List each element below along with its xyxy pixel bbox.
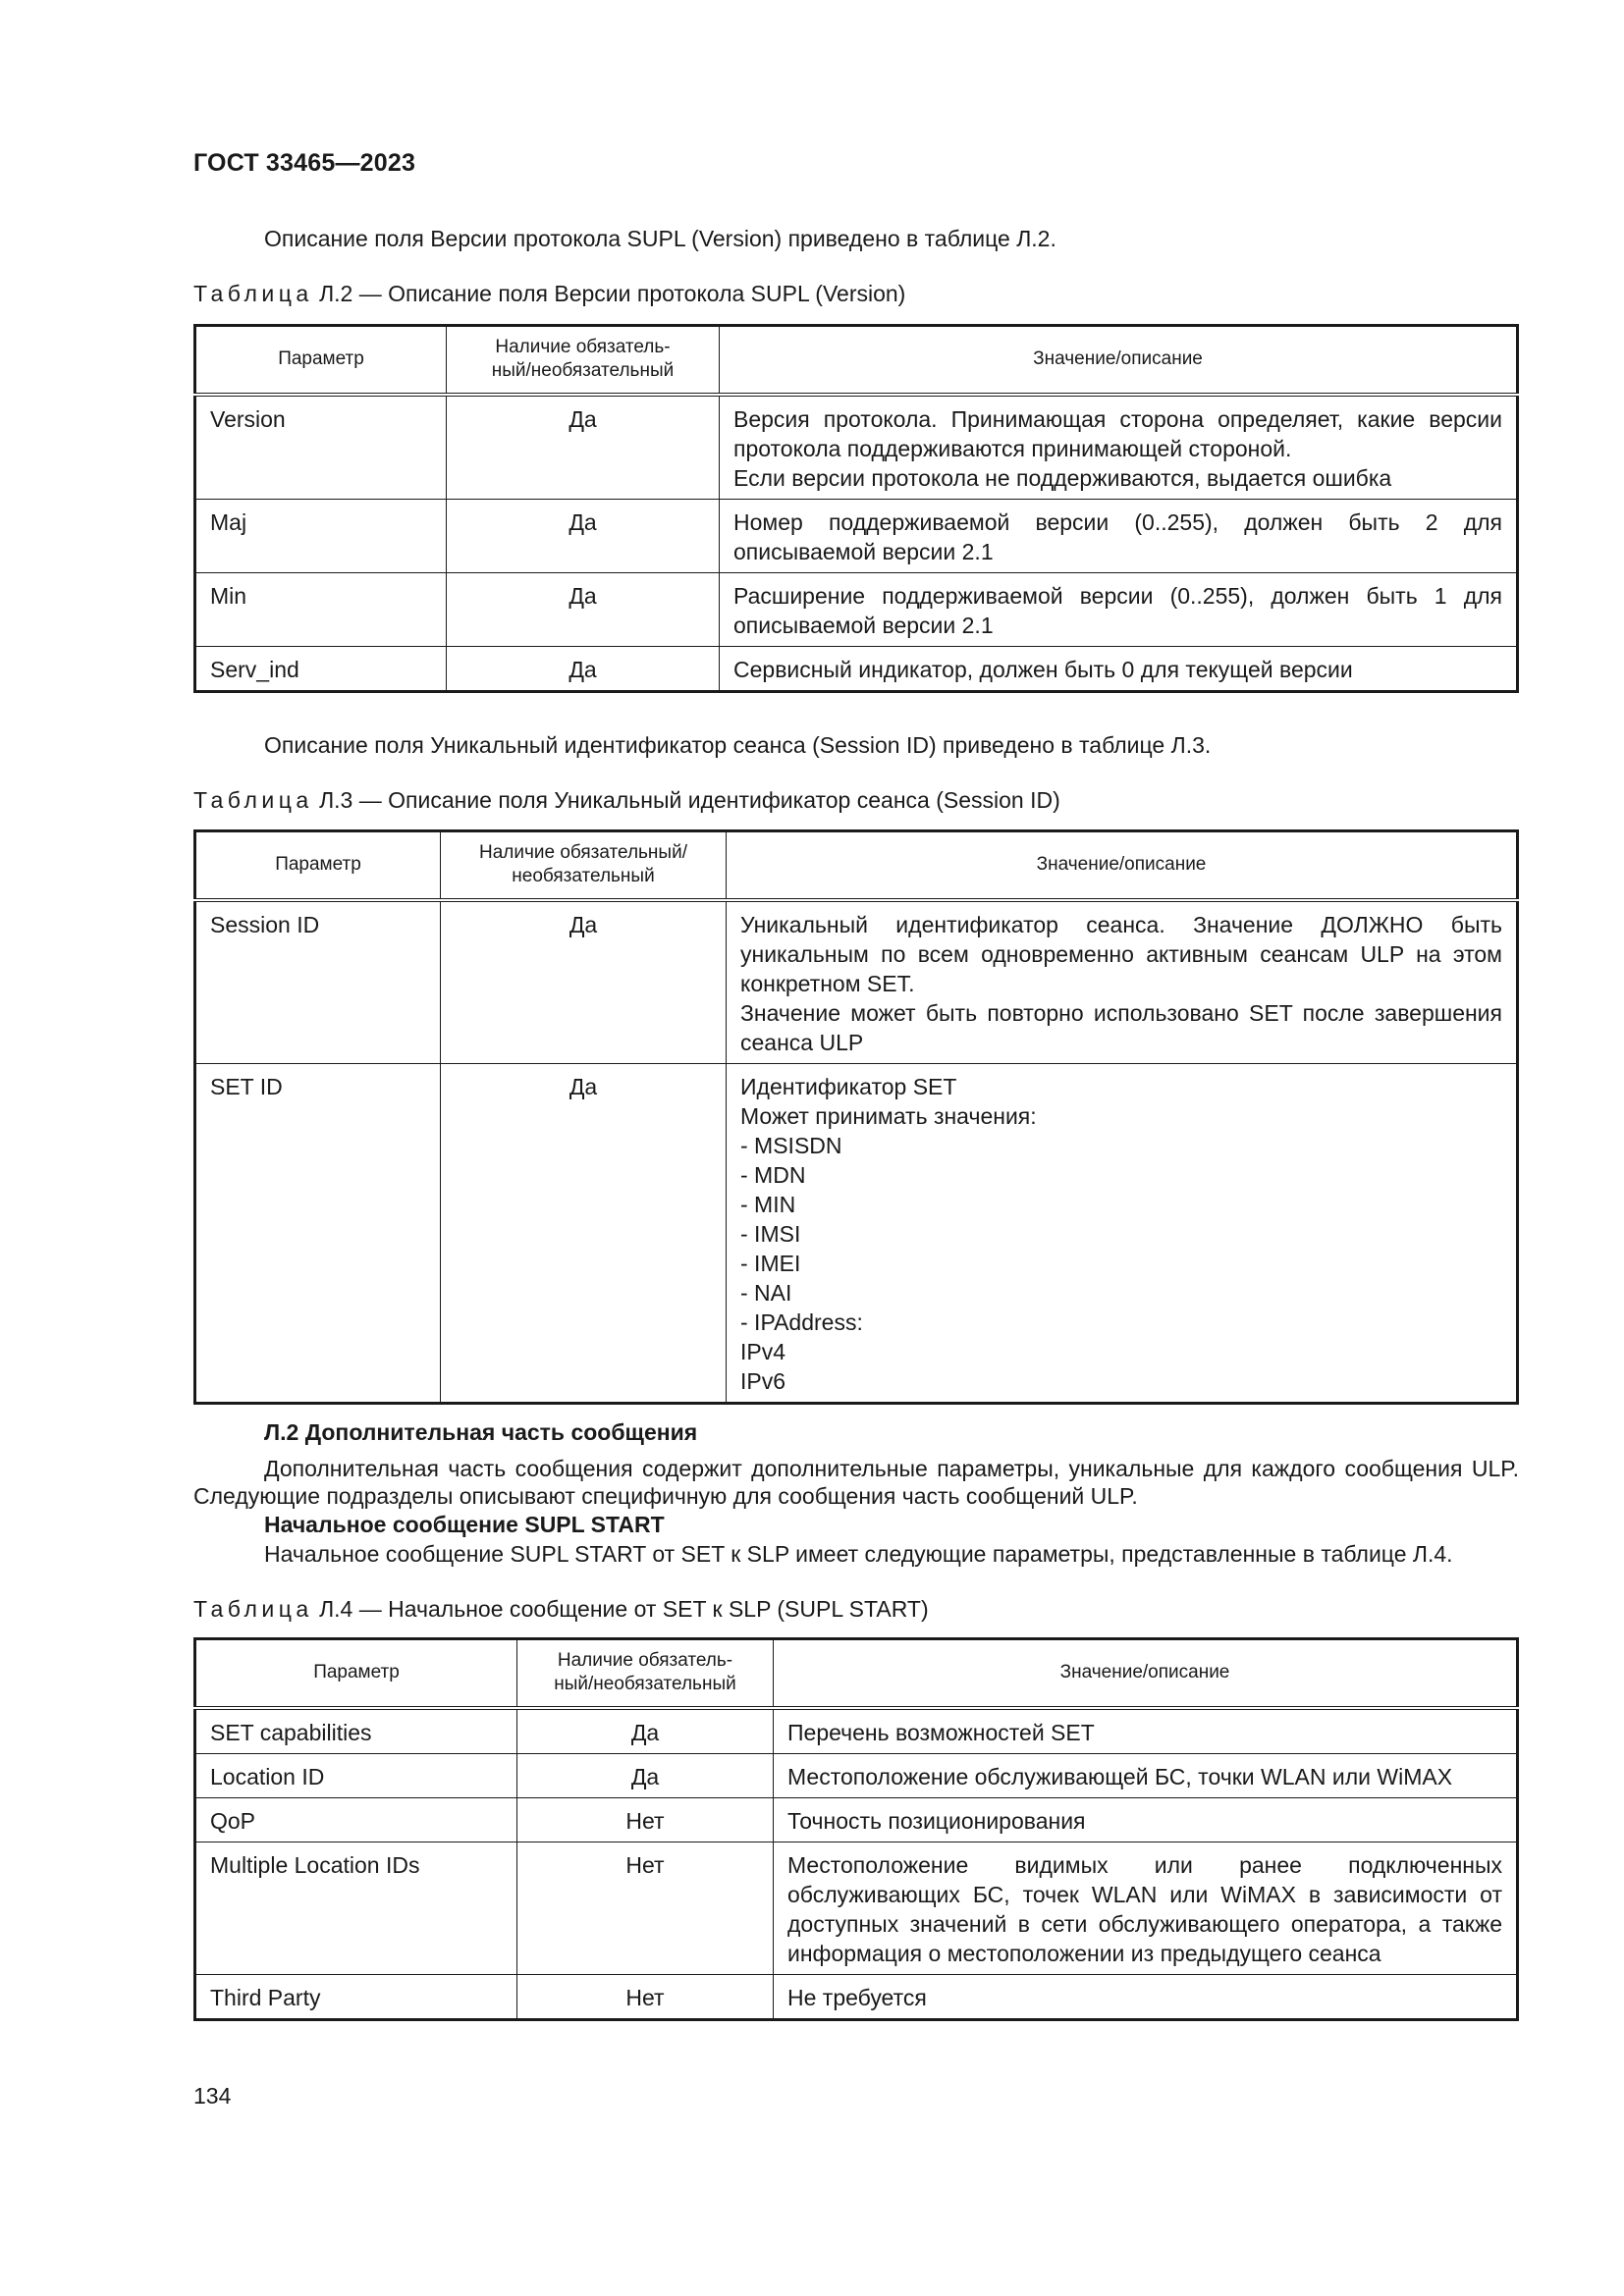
description-line: - NAI	[740, 1279, 792, 1306]
cell-parameter: SET capabilities	[195, 1708, 517, 1754]
description-line: Расширение поддерживаемой версии (0..255), должен быть 1 для описываемой версии 2.1	[733, 582, 1502, 638]
cell-parameter: QoP	[195, 1797, 517, 1842]
table-row	[195, 395, 1518, 500]
table-row	[195, 572, 1518, 646]
cell-parameter: Session ID	[195, 900, 441, 1064]
cell-description	[727, 900, 1518, 1064]
cell-description	[720, 395, 1518, 500]
table-row	[195, 900, 1518, 1064]
table-row	[195, 1974, 1518, 2019]
cell-required: Нет	[517, 1797, 774, 1842]
description-line: Если версии протокола не поддерживаются, выдается ошибка	[733, 464, 1392, 491]
table-l3	[193, 829, 1519, 1405]
description-line: Значение может быть повторно использовано SET после завершения сеанса ULP	[740, 999, 1502, 1055]
col-header-description: Значение/описание	[774, 1639, 1518, 1708]
caption-prefix: Таблица	[193, 281, 313, 306]
caption-prefix: Таблица	[193, 787, 313, 813]
section-heading-l2: Л.2 Дополнительная часть сообщения	[264, 1419, 698, 1445]
cell-required: Да	[447, 395, 720, 500]
cell-parameter: Multiple Location IDs	[195, 1842, 517, 1974]
page-number: 134	[193, 2083, 232, 2109]
table-row	[195, 1708, 1518, 1754]
cell-required: Да	[517, 1708, 774, 1754]
table-row	[195, 646, 1518, 691]
caption-text: Л.3 — Описание поля Уникальный идентификатор сеанса (Session ID)	[319, 787, 1060, 813]
section-l2-paragraph: Дополнительная часть сообщения содержит дополнительные параметры, уникальные для каждого сообщения ULP. Следующие подразделы описывают специфичную для сообщения часть сообщений ULP.	[193, 1456, 1519, 1509]
cell-parameter: Serv_ind	[195, 646, 447, 691]
cell-description	[774, 1708, 1518, 1754]
cell-parameter: Third Party	[195, 1974, 517, 2019]
cell-description	[720, 499, 1518, 572]
description-line: Местоположение видимых или ранее подключенных обслуживающих БС, точек WLAN или WiMAX в зависимости от доступных значений в сети обслуживающего оператора, а также информация о местоположении из предыдущего сеанса	[787, 1851, 1502, 1966]
caption-table-l2	[193, 279, 905, 308]
description-line: - MIN	[740, 1191, 796, 1217]
col-header-description: Значение/описание	[727, 831, 1518, 900]
cell-parameter: Min	[195, 572, 447, 646]
caption-table-l4	[193, 1594, 929, 1624]
cell-required: Нет	[517, 1974, 774, 2019]
cell-description	[774, 1797, 1518, 1842]
table-row	[195, 1797, 1518, 1842]
intro-table-l2: Описание поля Версии протокола SUPL (Version) приведено в таблице Л.2.	[264, 226, 1056, 251]
description-line: IPv6	[740, 1367, 786, 1394]
description-line: Может принимать значения:	[740, 1102, 1037, 1129]
table-row	[195, 1842, 1518, 1974]
cell-required: Да	[447, 646, 720, 691]
description-line: IPv4	[740, 1338, 786, 1364]
description-line: Идентификатор SET	[740, 1073, 957, 1099]
subsection-heading-supl-start: Начальное сообщение SUPL START	[264, 1512, 665, 1537]
description-line: - MSISDN	[740, 1132, 842, 1158]
col-header-param: Параметр	[195, 326, 447, 395]
table-row	[195, 499, 1518, 572]
description-line: - IMEI	[740, 1250, 801, 1276]
caption-table-l3	[193, 785, 1060, 815]
description-line: - IPAddress:	[740, 1308, 863, 1335]
caption-prefix: Таблица	[193, 1596, 313, 1622]
cell-required: Да	[517, 1753, 774, 1797]
table-l4	[193, 1637, 1519, 2021]
description-line: Сервисный индикатор, должен быть 0 для текущей версии	[733, 656, 1353, 682]
cell-description	[727, 1063, 1518, 1403]
caption-text: Л.4 — Начальное сообщение от SET к SLP (SUPL START)	[319, 1596, 929, 1622]
description-line: Точность позиционирования	[787, 1807, 1086, 1834]
cell-required: Да	[441, 1063, 727, 1403]
cell-parameter: Location ID	[195, 1753, 517, 1797]
cell-parameter: Version	[195, 395, 447, 500]
cell-description	[774, 1753, 1518, 1797]
cell-parameter: SET ID	[195, 1063, 441, 1403]
cell-description	[720, 572, 1518, 646]
intro-table-l3: Описание поля Уникальный идентификатор сеанса (Session ID) приведено в таблице Л.3.	[264, 732, 1212, 758]
cell-required: Да	[447, 499, 720, 572]
description-line: - IMSI	[740, 1220, 801, 1247]
col-header-param: Параметр	[195, 831, 441, 900]
cell-required: Да	[447, 572, 720, 646]
cell-parameter: Maj	[195, 499, 447, 572]
cell-description	[774, 1974, 1518, 2019]
description-line: - MDN	[740, 1161, 806, 1188]
description-line: Перечень возможностей SET	[787, 1719, 1095, 1745]
description-line: Версия протокола. Принимающая сторона определяет, какие версии протокола поддерживаются принимающей стороной.	[733, 405, 1502, 461]
col-header-required: Наличие обязательный/ необязательный	[441, 831, 727, 900]
description-line: Уникальный идентификатор сеанса. Значение ДОЛЖНО быть уникальным по всем одновременно активным сеансам ULP на этом конкретном SET.	[740, 911, 1502, 996]
col-header-param: Параметр	[195, 1639, 517, 1708]
table-row	[195, 1753, 1518, 1797]
caption-text: Л.2 — Описание поля Версии протокола SUPL (Version)	[319, 281, 906, 306]
cell-required: Да	[441, 900, 727, 1064]
cell-required: Нет	[517, 1842, 774, 1974]
cell-description	[774, 1842, 1518, 1974]
document-header: ГОСТ 33465—2023	[193, 149, 416, 177]
table-l2	[193, 324, 1519, 693]
subsection-supl-start-paragraph: Начальное сообщение SUPL START от SET к SLP имеет следующие параметры, представленные в таблице Л.4.	[264, 1541, 1453, 1567]
description-line: Не требуется	[787, 1984, 927, 2010]
table-row	[195, 1063, 1518, 1403]
col-header-required: Наличие обязатель- ный/необязательный	[447, 326, 720, 395]
description-line: Номер поддерживаемой версии (0..255), должен быть 2 для описываемой версии 2.1	[733, 508, 1502, 564]
col-header-required: Наличие обязатель- ный/необязательный	[517, 1639, 774, 1708]
cell-description	[720, 646, 1518, 691]
col-header-description: Значение/описание	[720, 326, 1518, 395]
description-line: Местоположение обслуживающей БС, точки WLAN или WiMAX	[787, 1763, 1453, 1789]
